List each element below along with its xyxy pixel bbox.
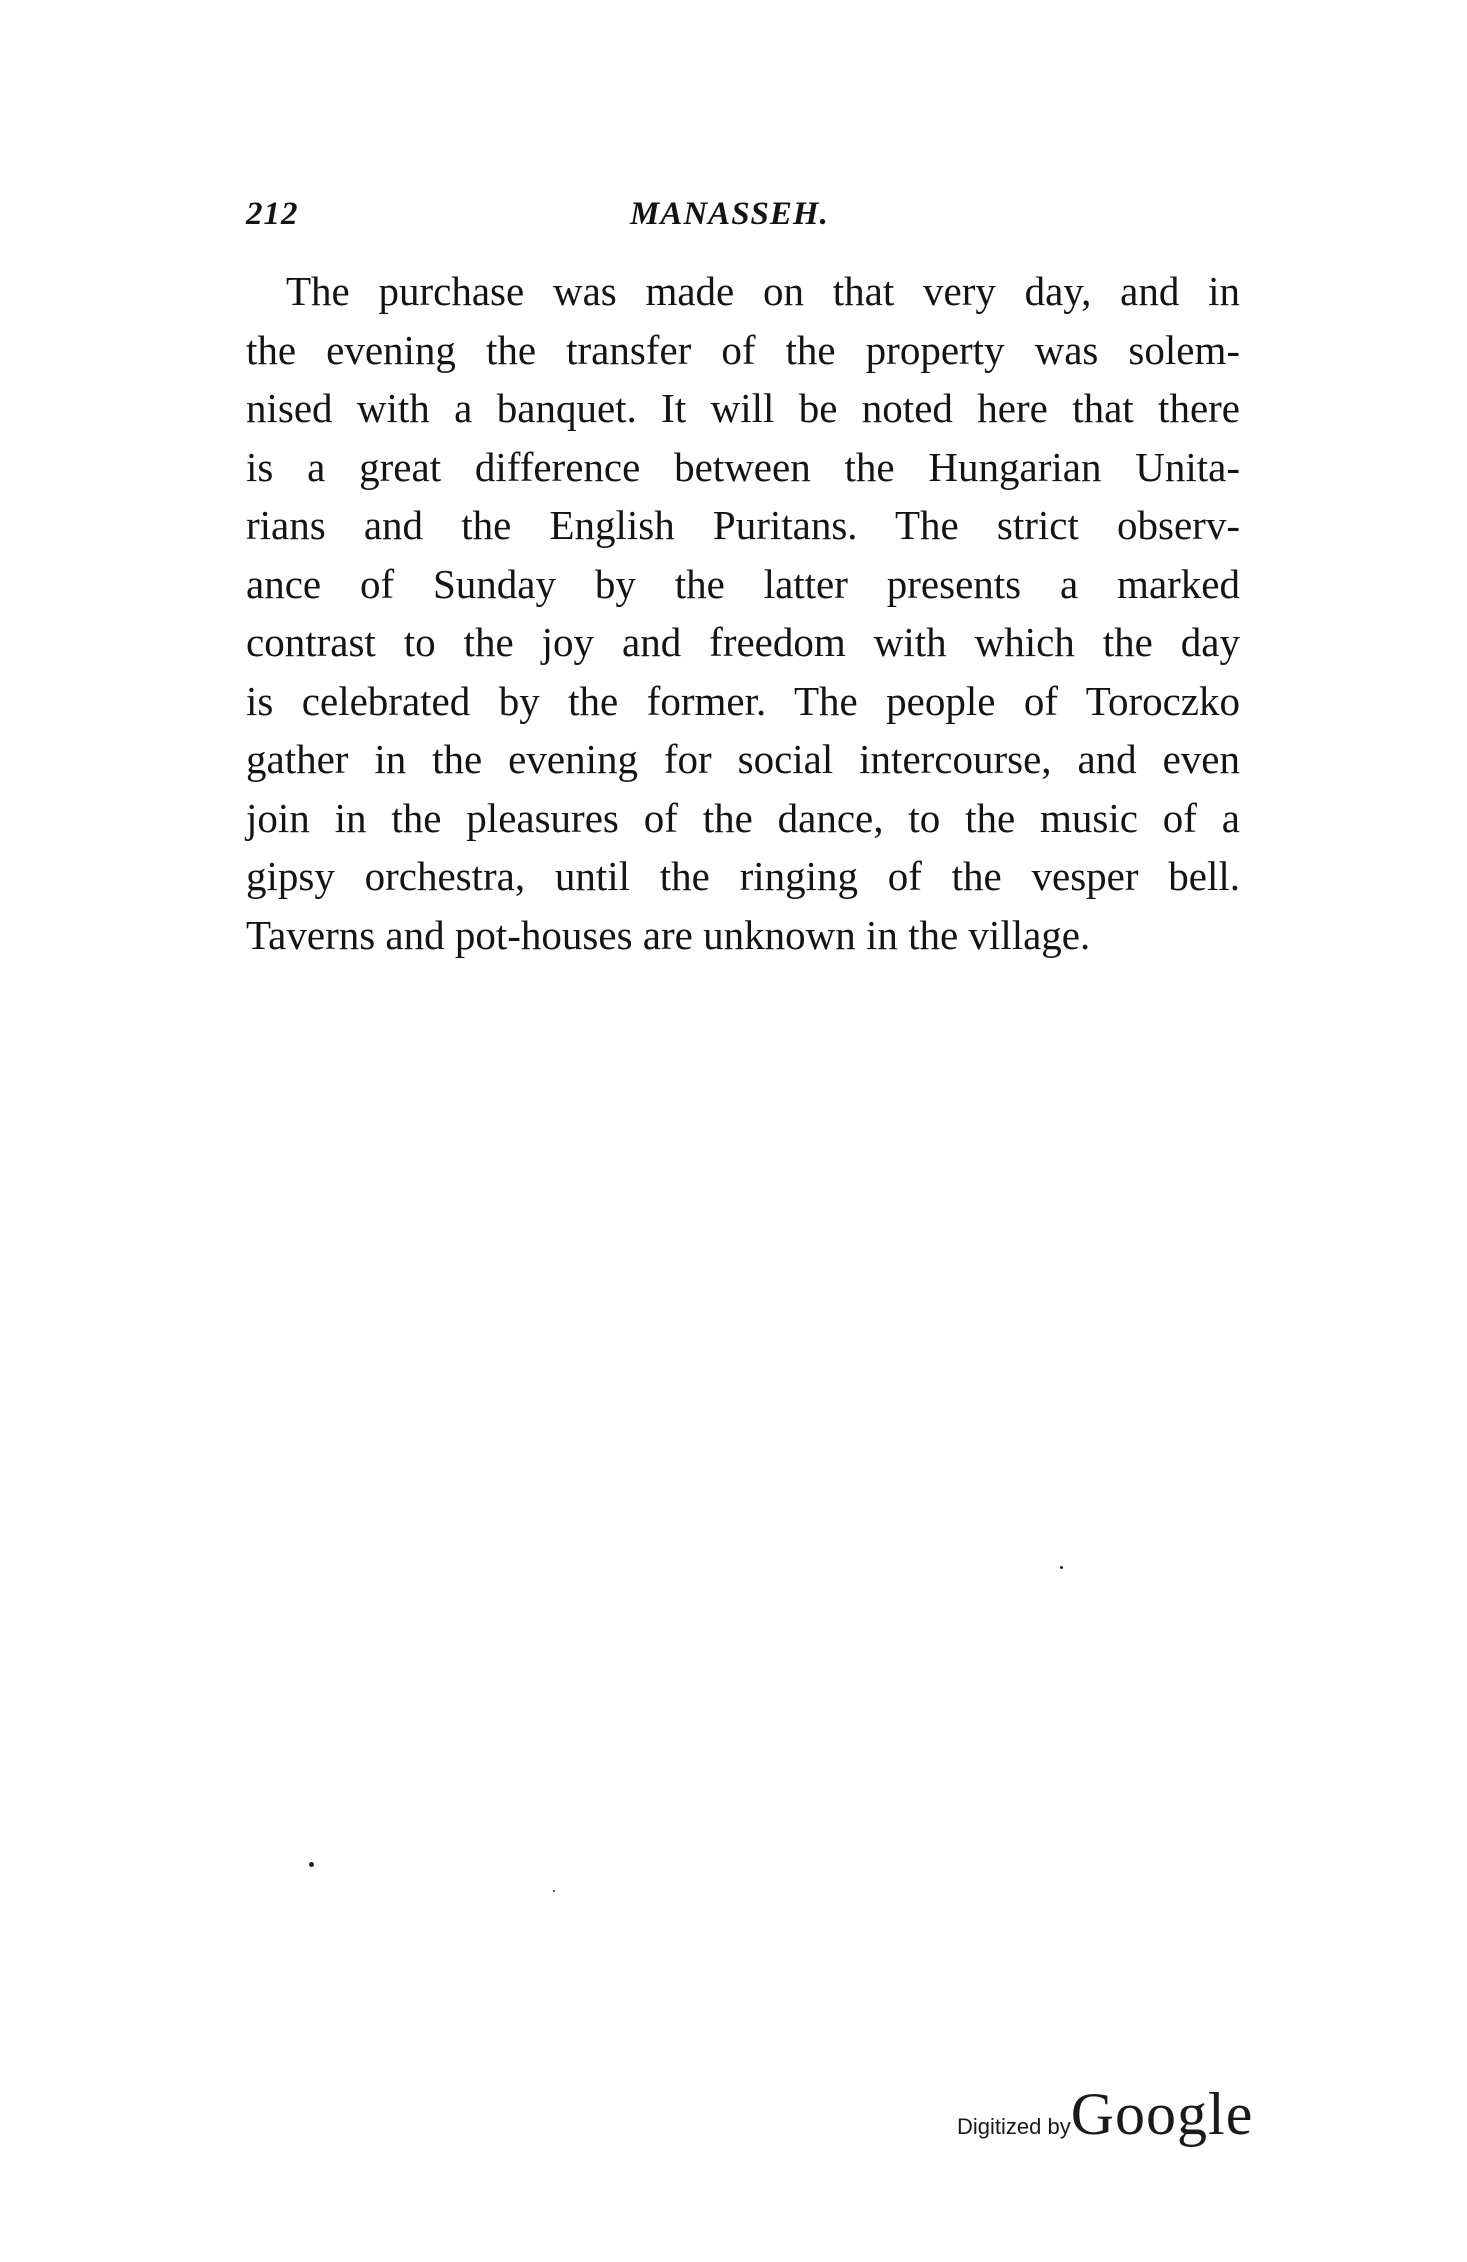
body-paragraph bbox=[246, 262, 1240, 964]
text-line: is a great difference between the Hungarian Unita- bbox=[246, 443, 1240, 490]
text-line: is celebrated by the former. The people of Toroczko bbox=[246, 677, 1240, 724]
text-line: gather in the evening for social intercourse, and even bbox=[246, 736, 1240, 782]
page-number: 212 bbox=[246, 196, 299, 232]
scan-speck bbox=[553, 1890, 555, 1892]
google-logo: Google bbox=[1070, 2081, 1254, 2147]
running-title: MANASSEH. bbox=[630, 196, 829, 232]
scan-speck bbox=[1060, 1566, 1063, 1569]
text-line: ance of Sunday by the latter presents a marked bbox=[246, 560, 1240, 607]
text-line: nised with a banquet. It will be noted here that there bbox=[246, 385, 1240, 431]
digitized-by-label: Digitized by bbox=[957, 2114, 1071, 2139]
text-line: gipsy orchestra, until the ringing of the vesper bell. bbox=[246, 853, 1240, 899]
text-line: Taverns and pot-houses are unknown in the village. bbox=[246, 911, 1091, 958]
running-head bbox=[246, 196, 1246, 246]
scan-speck bbox=[309, 1862, 314, 1867]
text-line: join in the pleasures of the dance, to the music of a bbox=[246, 794, 1240, 841]
text-line: contrast to the joy and freedom with which the day bbox=[246, 619, 1240, 665]
text-line: rians and the English Puritans. The strict observ- bbox=[246, 502, 1240, 548]
text-line: the evening the transfer of the property was solem- bbox=[246, 326, 1240, 373]
text-line: The purchase was made on that very day, and in bbox=[286, 268, 1240, 314]
digitized-by-google-watermark bbox=[957, 2080, 1253, 2149]
